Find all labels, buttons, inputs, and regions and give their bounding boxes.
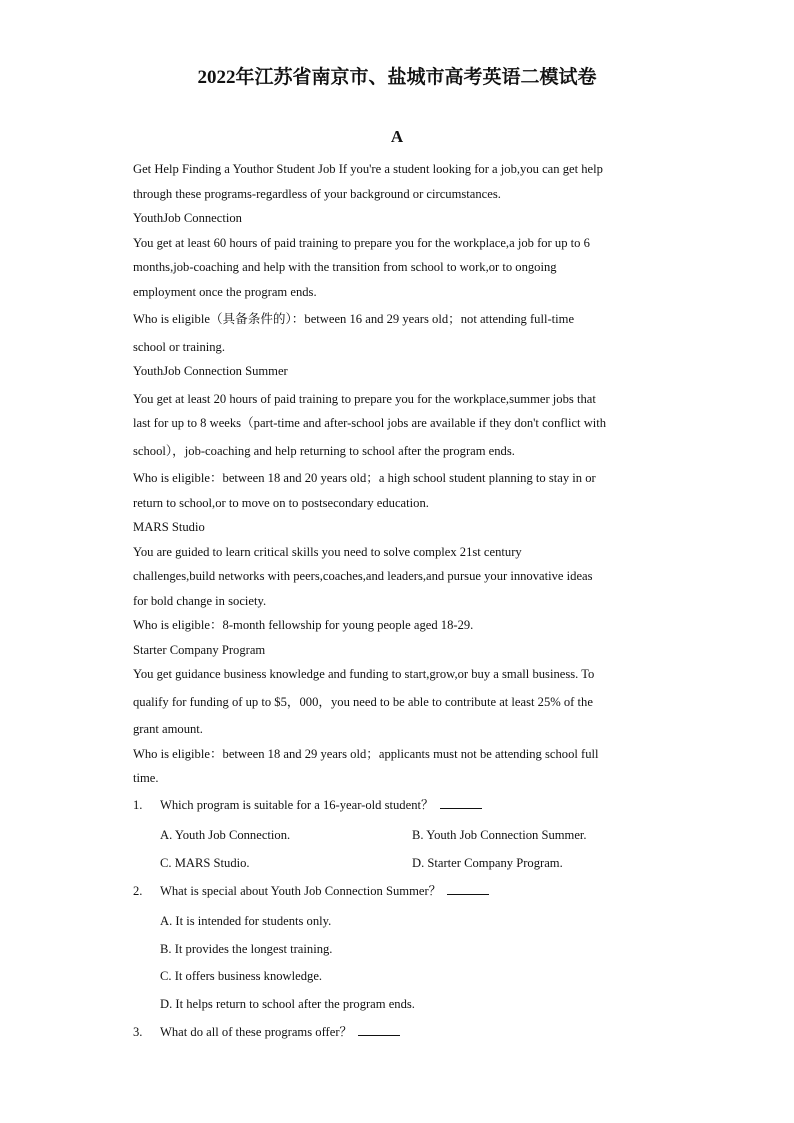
paragraph-line: for bold change in society. — [133, 593, 267, 608]
program-heading: Starter Company Program — [133, 642, 266, 657]
paragraph-line: Get Help Finding a Youthor Student Job If you're a student looking for a job,you can get help — [133, 162, 603, 176]
question-text: Which program is suitable for a 16-year-old student？ — [160, 797, 434, 812]
paragraph-line: Who is eligible：between 18 and 20 years old；a high school student planning to stay in or — [133, 471, 596, 485]
option-a[interactable]: A. It is intended for students only. — [160, 914, 332, 928]
paragraph-line: Who is eligible（具备条件的）：between 16 and 29 years old；not attending full-time — [133, 312, 575, 326]
options — [160, 821, 673, 877]
program-heading: MARS Studio — [133, 520, 205, 534]
answer-blank[interactable] — [440, 796, 482, 809]
option-c[interactable]: C. It offers business knowledge. — [160, 969, 323, 983]
answer-blank[interactable] — [358, 1023, 400, 1036]
option-b[interactable]: B. Youth Job Connection Summer. — [412, 827, 587, 842]
paragraph-line: challenges,build networks with peers,coaches,and leaders,and pursue your innovative ideas — [133, 569, 593, 583]
paragraph-line: Who is eligible：between 18 and 29 years old；applicants must not be attending school full — [133, 746, 599, 761]
question-3 — [133, 1020, 673, 1045]
paragraph-line: qualify for funding of up to $5，000，you need to be able to contribute at least 25% of the — [133, 694, 593, 709]
program-heading: YouthJob Connection — [133, 211, 242, 225]
paragraph-line: through these programs-regardless of your background or circumstances. — [133, 186, 501, 201]
option-d[interactable]: D. It helps return to school after the program ends. — [160, 996, 415, 1011]
passage-body — [133, 157, 673, 1044]
paragraph-line: You are guided to learn critical skills you need to solve complex 21st century — [133, 544, 522, 559]
option-a[interactable]: A. Youth Job Connection. — [160, 827, 291, 842]
paragraph-line: return to school,or to move on to postsecondary education. — [133, 495, 429, 510]
question-number: 2. — [133, 884, 143, 898]
question-1 — [133, 793, 673, 878]
option-d[interactable]: D. Starter Company Program. — [412, 855, 563, 870]
paragraph-line: school），job-coaching and help returning to school after the program ends. — [133, 443, 515, 458]
page-title: 2022年江苏省南京市、盐城市高考英语二模试卷 — [197, 67, 597, 88]
paragraph-line: school or training. — [133, 339, 225, 354]
option-b[interactable]: B. It provides the longest training. — [160, 941, 333, 956]
section-heading: A — [390, 127, 404, 146]
paragraph-line: last for up to 8 weeks（part-time and after-school jobs are available if they don't conflict with — [133, 416, 607, 430]
question-2 — [133, 879, 673, 1018]
option-c[interactable]: C. MARS Studio. — [160, 855, 250, 870]
question-text: What is special about Youth Job Connection Summer？ — [160, 884, 442, 898]
paragraph-line: Who is eligible：8-month fellowship for young people aged 18-29. — [133, 618, 474, 632]
paragraph-line: time. — [133, 771, 159, 785]
answer-blank[interactable] — [447, 882, 489, 895]
paragraph-line: employment once the program ends. — [133, 284, 317, 299]
paragraph-line: grant amount. — [133, 722, 203, 736]
program-heading: YouthJob Connection Summer — [133, 364, 288, 378]
paragraph-line: You get at least 20 hours of paid training to prepare you for the workplace,summer jobs that — [133, 391, 596, 406]
question-number: 3. — [133, 1024, 143, 1039]
paragraph-line: months,job-coaching and help with the transition from school to work,or to ongoing — [133, 260, 557, 274]
paragraph-line: You get guidance business knowledge and funding to start,grow,or buy a small business. To — [133, 667, 595, 681]
question-number: 1. — [133, 797, 143, 812]
options — [160, 908, 673, 1018]
paragraph-line: You get at least 60 hours of paid training to prepare you for the workplace,a job for up to 6 — [133, 235, 590, 250]
question-text: What do all of these programs offer？ — [160, 1024, 353, 1039]
